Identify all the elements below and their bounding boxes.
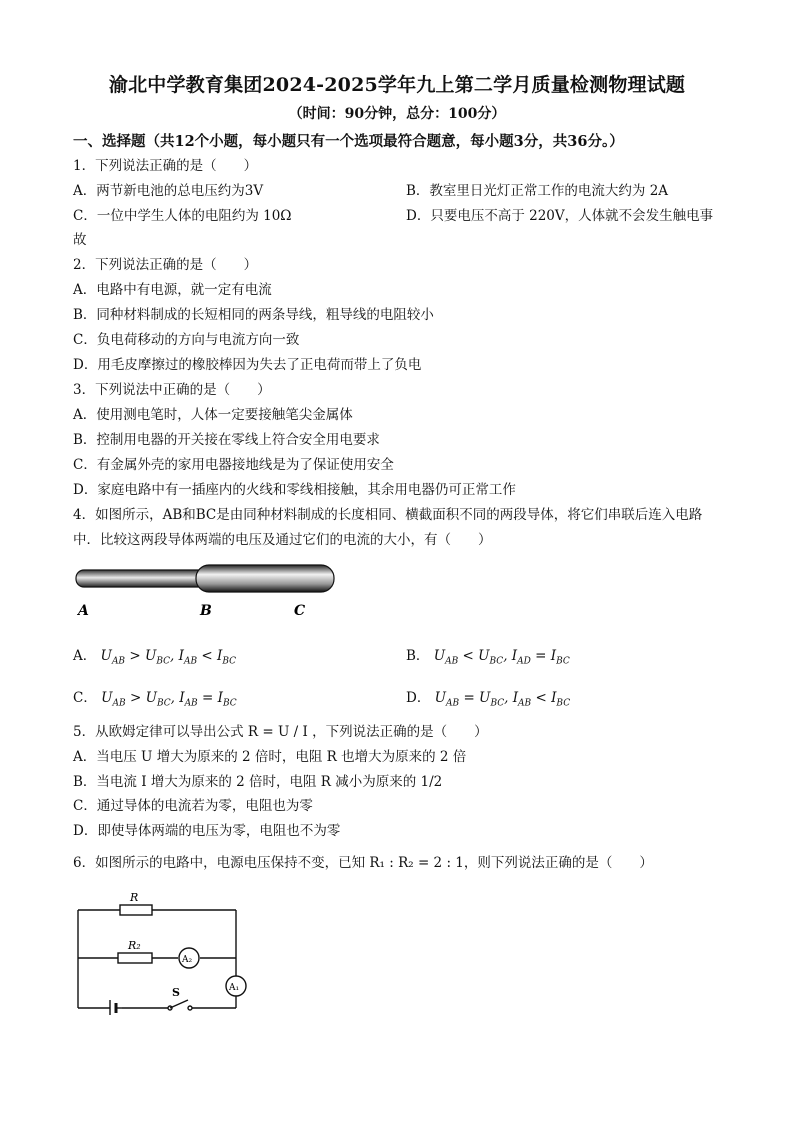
q2-option-a: A．电路中有电源，就一定有电流 xyxy=(73,282,272,298)
formula: $U_{AB} > U_{BC}$, $I_{AB} < I_{BC}$ xyxy=(100,648,237,667)
q4-option-d: D． $U_{AB} = U_{BC}$, $I_{AB} < I_{BC}$ xyxy=(406,690,571,709)
conductor-figure xyxy=(72,560,342,622)
resistor-r xyxy=(120,905,152,915)
section-heading: 一、选择题（共12个小题，每小题只有一个选项最符合题意，每小题3分，共36分。） xyxy=(73,133,624,150)
q4-option-a: A． $U_{AB} > U_{BC}$, $I_{AB} < I_{BC}$ xyxy=(73,648,237,667)
q2-option-b: B．同种材料制成的长短相同的两条导线，粗导线的电阻较小 xyxy=(73,307,434,323)
q3-option-d: D．家庭电路中有一插座内的火线和零线相接触，其余用电器仍可正常工作 xyxy=(73,482,516,498)
q1-option-a: A．两节新电池的总电压约为3V xyxy=(73,183,264,199)
fig-label-a: A xyxy=(78,603,89,619)
thin-conductor-ab xyxy=(76,570,208,587)
q2-stem: 2．下列说法正确的是（ ） xyxy=(73,257,258,273)
fig-label-c: C xyxy=(294,603,306,619)
label-r: R xyxy=(130,891,139,904)
q6-stem: 6．如图所示的电路中，电源电压保持不变，已知 R₁ : R₂ = 2 : 1，则下列说法正确的是（ ） xyxy=(73,855,653,871)
page-subtitle: （时间：90分钟，总分：100分） xyxy=(288,106,506,122)
q1-option-d: D．只要电压不高于 220V，人体就不会发生触电事 xyxy=(406,208,714,224)
q3-option-c: C．有金属外壳的家用电器接地线是为了保证使用安全 xyxy=(73,457,394,473)
formula: $U_{AB} < U_{BC}$, $I_{AD} = I_{BC}$ xyxy=(433,648,570,667)
q2-option-c: C．负电荷移动的方向与电流方向一致 xyxy=(73,332,300,348)
q4-stem-line1: 4．如图所示，AB和BC是由同种材料制成的长度相同、横截面积不同的两段导体，将它们串联后连入电路 xyxy=(73,507,703,523)
q5-option-a: A．当电压 U 增大为原来的 2 倍时，电阻 R 也增大为原来的 2 倍 xyxy=(73,749,467,765)
q1-option-d-cont: 故 xyxy=(73,232,87,248)
q2-option-d: D．用毛皮摩擦过的橡胶棒因为失去了正电荷而带上了负电 xyxy=(73,357,422,373)
q3-option-a: A．使用测电笔时，人体一定要接触笔尖金属体 xyxy=(73,407,353,423)
fig-label-b: B xyxy=(200,603,212,619)
q4-option-b: B． $U_{AB} < U_{BC}$, $I_{AD} = I_{BC}$ xyxy=(406,648,570,667)
q3-stem: 3．下列说法中正确的是（ ） xyxy=(73,382,271,398)
label-s: S xyxy=(172,986,180,999)
q1-stem: 1．下列说法正确的是（ ） xyxy=(73,158,258,174)
switch-s xyxy=(168,1000,192,1010)
label-a1: A₁ xyxy=(229,983,240,993)
q4-option-c: C． $U_{AB} > U_{BC}$, $I_{AB} = I_{BC}$ xyxy=(73,690,237,709)
q1-option-c: C．一位中学生人体的电阻约为 10Ω xyxy=(73,208,292,224)
resistor-r2 xyxy=(118,953,152,963)
q3-option-b: B．控制用电器的开关接在零线上符合安全用电要求 xyxy=(73,432,380,448)
q4-stem-line2: 中．比较这两段导体两端的电压及通过它们的电流的大小，有（ ） xyxy=(73,532,492,548)
q5-option-b: B．当电流 I 增大为原来的 2 倍时，电阻 R 减小为原来的 1/2 xyxy=(73,774,443,790)
page-title: 渝北中学教育集团2024-2025学年九上第二学月质量检测物理试题 xyxy=(108,74,686,96)
battery xyxy=(110,1000,122,1015)
label-a2: A₂ xyxy=(182,955,193,965)
formula: $U_{AB} > U_{BC}$, $I_{AB} = I_{BC}$ xyxy=(101,690,237,709)
q5-stem: 5．从欧姆定律可以导出公式 R = U / I ，下列说法正确的是（ ） xyxy=(73,724,488,740)
formula: $U_{AB} = U_{BC}$, $I_{AB} < I_{BC}$ xyxy=(434,690,571,709)
q5-option-d: D．即使导体两端的电压为零，电阻也不为零 xyxy=(73,823,341,839)
q5-option-c: C．通过导体的电流若为零，电阻也为零 xyxy=(73,798,313,814)
label-r2: R₂ xyxy=(128,939,141,952)
circuit-diagram xyxy=(72,890,252,1015)
thick-conductor-bc xyxy=(196,565,334,592)
q1-option-b: B．教室里日光灯正常工作的电流大约为 2A xyxy=(406,183,669,199)
